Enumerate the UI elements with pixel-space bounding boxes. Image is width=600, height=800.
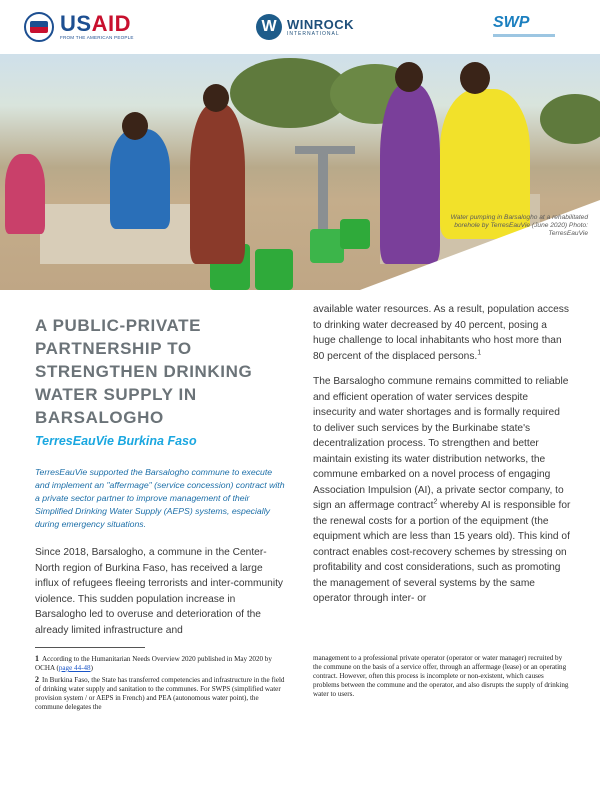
footnote-1: 1 According to the Humanitarian Needs Overview 2020 published in May 2020 by OCHA (page 44-48)	[35, 654, 272, 672]
footnote-divider	[35, 647, 145, 648]
body-paragraph-2: The Barsalogho commune remains committed to reliable and efficient operation of water services despite insecurity and water shortages and is formally required to deliver such services by the Burkinabe state's decentralization process. To strengthen and better maintain existing its water distribution networks, the commune embarked on a novel process of engaging Association Impulsion (AI), a private sector company, to sign an affermage contract$^2$ whereby AI is responsible for the renewal costs for a portion of the equipment (the equipment which are less than 15 years old). This kind of contract enables cost-recovery schemes by stressing on profitability and cost considerations, such as promoting the management of several systems by the same operator through inter- or	[313, 376, 571, 604]
usaid-seal-icon	[24, 12, 54, 42]
photo-tree	[540, 94, 600, 144]
photo-person	[5, 154, 45, 234]
usaid-logo	[24, 12, 134, 42]
winrock-wordmark: WINROCK	[287, 16, 355, 32]
footnote-2-continued: management to a professional private operator (operator or water manager) recruited by the commune on the basis of a service offer, through an affermage (lease) or an operating contract. However, often this process is incomplete or non-existent, which causes problems between the commune and the operator, and also disrupts the supply of drinking water to users.	[313, 654, 569, 698]
winrock-mark-icon: W	[256, 14, 282, 40]
photo-person	[110, 129, 170, 229]
swp-wordmark: SWP	[493, 14, 530, 31]
swp-logo	[493, 14, 555, 37]
photo-person-head	[203, 84, 229, 112]
footnote-2: 2 In Burkina Faso, the State has transferred competencies and infrastructure in the field of drinking water supply and sanitation to the communes. For SWPS (simplified water provision system / or AEPS in French) and PEA (autonomous water point), the commune delegates the	[35, 675, 285, 711]
hero-photo	[0, 54, 600, 290]
body-paragraph-1: Since 2018, Barsalogho, a commune in the Center-North region of Burkina Faso, has received a large influx of refugees fleeing terrorists and inter-community violence. This sudden population increase in Barsalogho led to overuse and deterioration of the already limited infrastructure and	[35, 547, 284, 636]
body-paragraph-1-continued: available water resources. As a result, population access to drinking water decreased by 40 percent, posing a huge challenge to local inhabitants who host more than 80 percent of the displaced persons.$^1$	[313, 304, 569, 362]
photo-jerrycan	[255, 249, 293, 290]
winrock-logo	[256, 14, 354, 40]
article-subtitle: TerresEauVie Burkina Faso	[35, 434, 197, 448]
footnotes-left	[35, 654, 287, 714]
photo-person-head	[460, 62, 490, 94]
footnote-ref-1[interactable]: 1	[477, 349, 482, 357]
usaid-wordmark: USAID	[60, 11, 131, 37]
footnotes-right	[313, 654, 571, 701]
photo-person	[190, 104, 245, 264]
photo-person-head	[122, 112, 148, 140]
article-title: A PUBLIC-PRIVATE PARTNERSHIP TO STRENGTHEN DRINKING WATER SUPPLY IN BARSALOGHO	[35, 316, 253, 427]
photo-caption: Water pumping in Barsalogho at a rehabilitated borehole by TerresEauVie (June 2020) Photo: TerresEauVie	[450, 214, 588, 237]
photo-person-head	[395, 62, 423, 92]
winrock-subtitle: INTERNATIONAL	[287, 30, 340, 37]
swp-underline	[493, 34, 555, 37]
photo-pump-handle	[295, 146, 355, 154]
usaid-tagline: FROM THE AMERICAN PEOPLE	[60, 35, 134, 41]
right-column	[313, 302, 571, 617]
article-intro: TerresEauVie supported the Barsalogho commune to execute and implement an "affermage" (service concession) contract with a private sector partner to improve management of their Simplified Drinking Water Supply (AEPS) systems, especially during emergency situations.	[35, 467, 285, 529]
photo-jerrycan	[310, 229, 344, 263]
page-header	[0, 0, 600, 54]
footnote-ref-2[interactable]: 2	[433, 498, 438, 506]
footnote-1-link[interactable]: page 44-48	[58, 664, 91, 672]
